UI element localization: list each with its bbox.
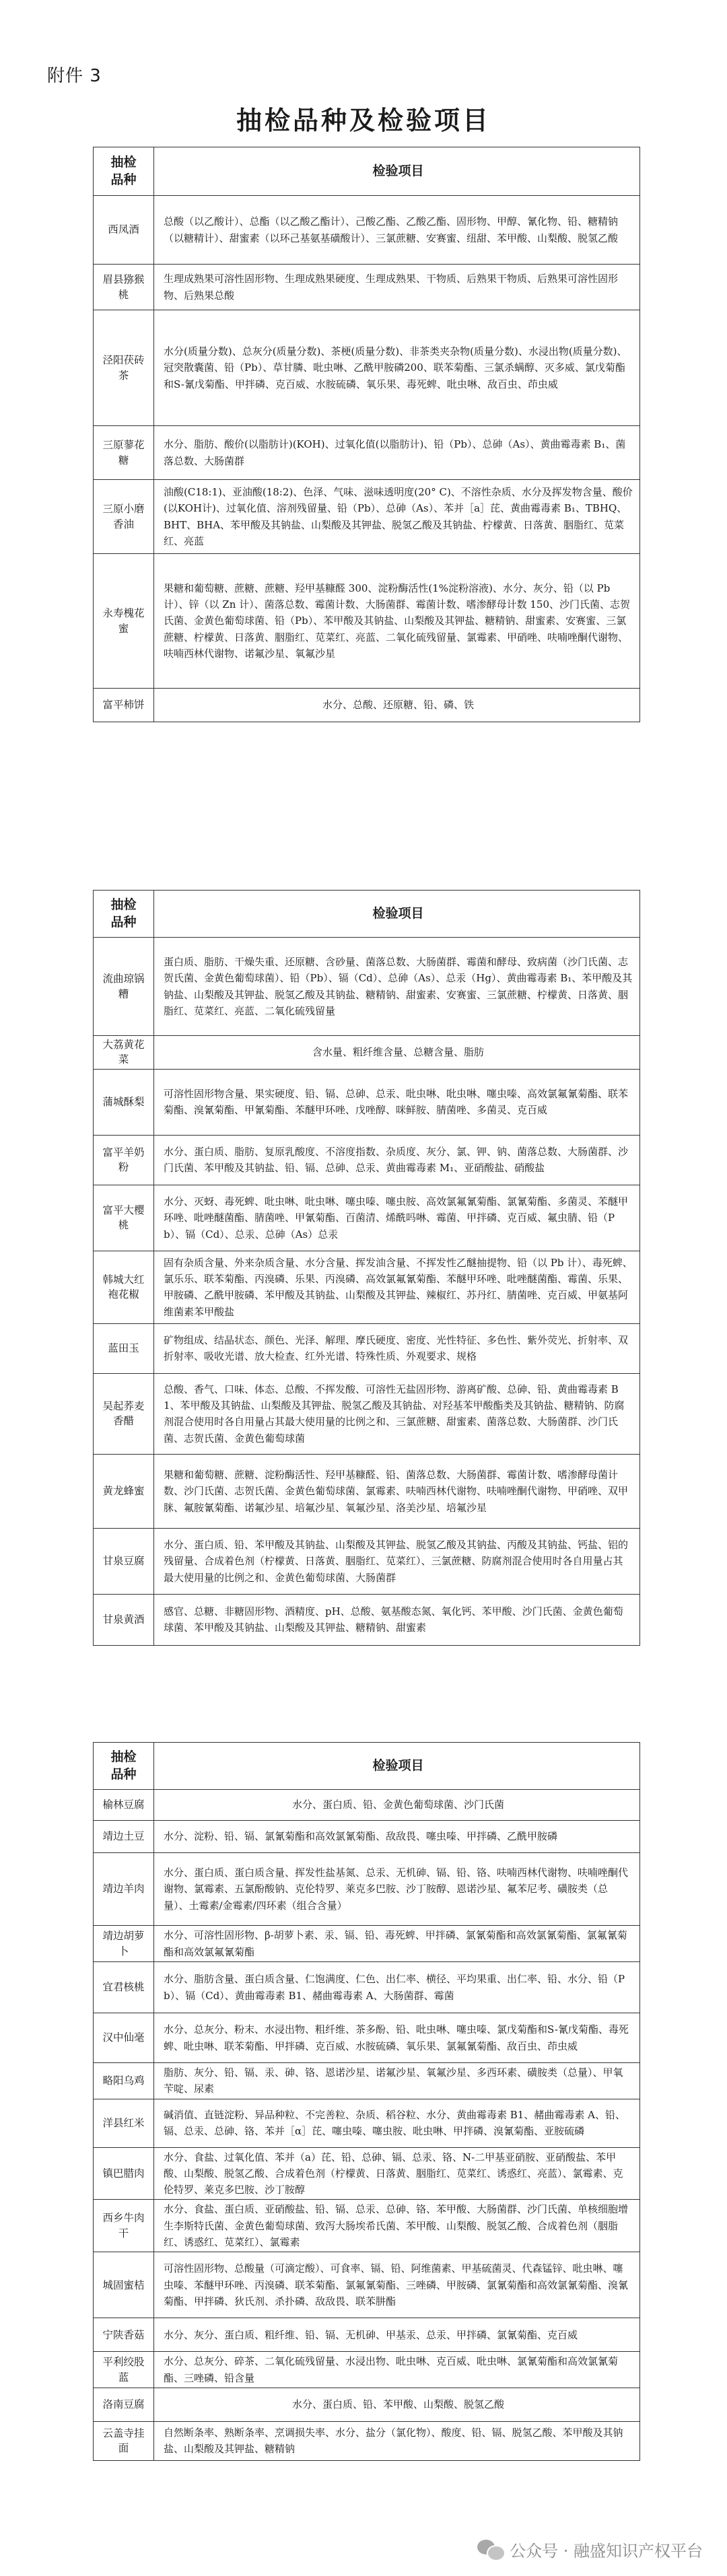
table-row	[94, 1135, 640, 1185]
inspection-items: 果糖和葡萄糖、蔗糖、蔗糖、羟甲基糠醛 300、淀粉酶活性(1%淀粉溶液)、水分、灰分、铅（以 Pb 计）、锌（以 Zn 计）、菌落总数、霉菌计数、大肠菌群、霉菌计数、嗜渗酵母计数 150、沙门氏菌、志贺氏菌、金黄色葡萄球菌、铅（Pb）、苯甲酸及其钠盐、山梨酸及其钾盐、糖精钠、甜蜜素、安赛蜜、三氯蔗糖、柠檬黄、日落黄、胭脂红、苋菜红、亮蓝、二氧化硫残留量、氯霉素、甲硝唑、呋喃唑酮代谢物、呋喃西林代谢物、诺氟沙星、氧氟沙星	[154, 554, 640, 689]
inspection-items: 水分、蛋白质、铅、金黄色葡萄球菌、沙门氏菌	[154, 1790, 640, 1821]
table-row	[94, 2200, 640, 2252]
inspection-items: 水分、淀粉、铅、镉、氯氰菊酯和高效氯氰菊酯、敌敌畏、噻虫嗪、甲拌磷、乙酰甲胺磷	[154, 1821, 640, 1853]
table-row	[94, 196, 640, 265]
variety-name: 富平大樱桃	[94, 1185, 154, 1251]
variety-name: 韩城大红袍花椒	[94, 1251, 154, 1323]
variety-name: 蓝田玉	[94, 1323, 154, 1373]
header-items: 检验项目	[154, 1743, 640, 1790]
table-row	[94, 1185, 640, 1251]
inspection-items: 生理成熟果可溶性固形物、生理成熟果硬度、生理成熟果、干物质、后熟果干物质、后熟果可溶性固形物、后熟果总酸	[154, 265, 640, 310]
table-row	[94, 1036, 640, 1070]
variety-name: 三原蓼花糖	[94, 426, 154, 480]
inspection-items: 水分、总灰分、碎茶、二氧化硫残留量、水浸出物、吡虫啉、克百威、吡虫啉、氯氰菊酯和高效氯氰菊酯、三唑磷、铅含量	[154, 2352, 640, 2388]
variety-name: 云盖寺挂面	[94, 2421, 154, 2460]
variety-name: 黄龙蜂蜜	[94, 1454, 154, 1528]
inspection-items: 蛋白质、脂肪、干燥失重、还原糖、含砂量、菌落总数、大肠菌群、霉菌和酵母、致病菌（沙门氏菌、志贺氏菌、金黄色葡萄球菌）、铅（Pb）、镉（Cd）、总砷（As）、总汞（Hg）、黄曲霉毒素 B₁、苯甲酸及其钠盐、山梨酸及其钾盐、脱氢乙酸及其钠盐、糖精钠、甜蜜素、安赛蜜、三氯蔗糖、柠檬黄、日落黄、胭脂红、苋菜红、亮蓝、二氧化硫残留量	[154, 938, 640, 1036]
inspection-items: 水分(质量分数)、总灰分(质量分数)、茶梗(质量分数)、非茶类夹杂物(质量分数)、水浸出物(质量分数)、冠突散囊菌、铅（Pb）、草甘膦、吡虫啉、乙酰甲胺磷200、联苯菊酯、三氯杀螨醇、灭多威、氯戊菊酯和S-氰戊菊酯、甲拌磷、克百威、水胺硫磷、氧乐果、毒死蜱、吡虫啉、敌百虫、茚虫威	[154, 310, 640, 426]
inspection-items: 水分、灰分、蛋白质、粗纤维、铅、镉、无机砷、甲基汞、总汞、甲拌磷、氯氰菊酯、克百威	[154, 2318, 640, 2352]
variety-name: 洋县红米	[94, 2099, 154, 2147]
variety-name: 甘泉黄酒	[94, 1594, 154, 1645]
table-row	[94, 1373, 640, 1454]
variety-name: 洛南豆腐	[94, 2388, 154, 2421]
variety-name: 靖边羊肉	[94, 1853, 154, 1926]
inspection-items: 水分、食盐、蛋白质、亚硝酸盐、铅、镉、总汞、总砷、铬、苯甲酸、大肠菌群、沙门氏菌、单核细胞增生李斯特氏菌、金黄色葡萄球菌、致泻大肠埃希氏菌、苯甲酸、山梨酸、脱氢乙酸、合成着色剂（胭脂红、诱惑红、苋菜红）、氯霉素	[154, 2200, 640, 2252]
inspection-items: 可溶性固形物含量、果实硬度、铅、镉、总砷、总汞、吡虫啉、吡虫啉、噻虫嗪、高效氯氟氰菊酯、联苯菊酯、溴氰菊酯、甲氰菊酯、苯醚甲环唑、戊唑醇、咪鲜胺、腈菌唑、多菌灵、克百威	[154, 1069, 640, 1135]
inspection-items: 矿物组成、结晶状态、颜色、光泽、解理、摩氏硬度、密度、光性特征、多色性、紫外荧光、折射率、双折射率、吸收光谱、放大检查、红外光谱、特殊性质、外观要求、规格	[154, 1323, 640, 1373]
table-row	[94, 554, 640, 689]
table-header-row	[94, 147, 640, 196]
watermark-text: 公众号 · 融盛知识产权平台	[510, 2542, 703, 2561]
variety-name: 宁陕香菇	[94, 2318, 154, 2352]
inspection-items: 水分、灭蚜、毒死蜱、吡虫啉、吡虫啉、噻虫嗪、噻虫胺、高效氯氟氰菊酯、氯氰菊酯、多菌灵、苯醚甲环唑、吡唑醚菌酯、腈菌唑、甲氰菊酯、百菌清、烯酰吗啉、霉菌、甲拌磷、克百威、氟虫腈、铅（Pb）、镉（Cd）、总汞、总砷（As）总汞	[154, 1185, 640, 1251]
inspection-items: 脂肪、灰分、铅、镉、汞、砷、铬、恩诺沙星、诺氟沙星、氧氟沙星、多西环素、磺胺类（总量）、甲氧苄啶、尿素	[154, 2063, 640, 2099]
table-row	[94, 310, 640, 426]
inspection-table-2	[93, 890, 640, 1646]
variety-name: 永寿槐花蜜	[94, 554, 154, 689]
variety-name: 蒲城酥梨	[94, 1069, 154, 1135]
inspection-items: 水分、总灰分、粉末、水浸出物、粗纤维、茶多酚、铅、吡虫啉、噻虫嗪、氯戊菊酯和S-氰戊菊酯、毒死蜱、吡虫啉、联苯菊酯、甲拌磷、克百威、水胺硫磷、氧乐果、氯氟氰菊酯、敌百虫、茚虫威	[154, 2013, 640, 2063]
table-row	[94, 2388, 640, 2421]
inspection-items: 果糖和葡萄糖、蔗糖、淀粉酶活性、羟甲基糠醛、铅、菌落总数、大肠菌群、霉菌计数、嗜渗酵母菌计数、沙门氏菌、志贺氏菌、金黄色葡萄球菌、氯霉素、呋喃西林代谢物、呋喃唑酮代谢物、甲硝唑、双甲脒、氟胺氰菊酯、诺氟沙星、培氟沙星、氧氟沙星、洛美沙星、培氟沙星	[154, 1454, 640, 1528]
header-items: 检验项目	[154, 891, 640, 938]
table-row	[94, 2013, 640, 2063]
inspection-items: 自然断条率、熟断条率、烹调损失率、水分、盐分（氯化物）、酸度、铅、镉、脱氢乙酸、苯甲酸及其钠盐、山梨酸及其钾盐、糖精钠	[154, 2421, 640, 2460]
inspection-items: 总酸（以乙酸计）、总酯（以乙酸乙酯计）、己酸乙酯、乙酸乙酯、固形物、甲醇、氰化物、铅、糖精钠（以糖精计）、甜蜜素（以环己基氨基磺酸计）、三氯蔗糖、安赛蜜、纽甜、苯甲酸、山梨酸、脱氢乙酸	[154, 196, 640, 265]
table-row	[94, 1528, 640, 1594]
inspection-items: 水分、脂肪、酸价(以脂肪计)(KOH)、过氧化值(以脂肪计)、铅（Pb）、总砷（As）、黄曲霉毒素 B₁、菌落总数、大肠菌群	[154, 426, 640, 480]
inspection-items: 固有杂质含量、外来杂质含量、水分含量、挥发油含量、不挥发性乙醚抽提物、铅（以 Pb 计）、毒死蜱、氯乐乐、联苯菊酯、丙溴磷、乐果、丙溴磷、高效氯氟氰菊酯、苯醚甲环唑、吡唑醚菌酯、霉菌、乐果、甲胺磷、乙酰甲胺磷、苯甲酸及其钠盐、山梨酸及其钾盐、辣椒红、苏丹红、腈菌唑、克百威、甲氨基阿维菌素苯甲酸盐	[154, 1251, 640, 1323]
table-row	[94, 1069, 640, 1135]
table-row	[94, 1454, 640, 1528]
page-title: 抽检品种及检验项目	[236, 105, 491, 135]
table-header-row	[94, 1743, 640, 1790]
table-row	[94, 1790, 640, 1821]
inspection-items: 感官、总糖、非糖固形物、酒精度、pH、总酸、氨基酸态氮、氧化钙、苯甲酸、沙门氏菌、金黄色葡萄球菌、苯甲酸及其钠盐、山梨酸及其钾盐、糖精钠、甜蜜素	[154, 1594, 640, 1645]
table-row	[94, 2063, 640, 2099]
table-row	[94, 1821, 640, 1853]
table-row	[94, 1594, 640, 1645]
table-row	[94, 1251, 640, 1323]
variety-name: 三原小磨香油	[94, 480, 154, 554]
variety-name: 西乡牛肉干	[94, 2200, 154, 2252]
table-row	[94, 480, 640, 554]
inspection-items: 可溶性固形物、总酸量（可滴定酸）、可食率、镉、铅、阿维菌素、甲基硫菌灵、代森锰锌、吡虫啉、噻虫嗪、苯醚甲环唑、丙溴磷、联苯菊酯、氯氟氰菊酯、三唑磷、甲胺磷、氯氰菊酯和高效氯氰菊酯、溴氰菊酯、甲拌磷、狄氏剂、杀扑磷、敌敌畏、联苯肼酯	[154, 2252, 640, 2318]
variety-name: 镇巴腊肉	[94, 2147, 154, 2200]
inspection-items: 总酸、香气、口味、体态、总酸、不挥发酸、可溶性无盐固形物、游离矿酸、总砷、铅、黄曲霉毒素 B1、苯甲酸及其钠盐、山梨酸及其钾盐、脱氢乙酸及其钠盐、对羟基苯甲酸酯类及其钠盐、糖精钠、防腐剂混合使用时各自用量占其最大使用量的比例之和、三氯蔗糖、甜蜜素、菌落总数、大肠菌群、沙门氏菌、志贺氏菌、金黄色葡萄球菌	[154, 1373, 640, 1454]
table-row	[94, 265, 640, 310]
inspection-items: 水分、蛋白质、铅、苯甲酸及其钠盐、山梨酸及其钾盐、脱氢乙酸及其钠盐、丙酸及其钠盐、钙盐、铝的残留量、合成着色剂（柠檬黄、日落黄、胭脂红、苋菜红）、三氯蔗糖、防腐剂混合使用时各自用量占其最大使用量的比例之和、金黄色葡萄球菌、大肠菌群	[154, 1528, 640, 1594]
table-row	[94, 2318, 640, 2352]
table-row	[94, 2099, 640, 2147]
table-row	[94, 2352, 640, 2388]
inspection-items: 水分、蛋白质、蛋白质含量、挥发性盐基氮、总汞、无机砷、镉、铅、铬、呋喃西林代谢物、呋喃唑酮代谢物、氯霉素、五氯酚酸钠、克伦特罗、莱克多巴胺、沙丁胺醇、恩诺沙星、氟苯尼考、磺胺类（总量）、土霉素/金霉素/四环素（组合含量）	[154, 1853, 640, 1926]
inspection-items: 水分、可溶性固形物、β-胡萝卜素、汞、镉、铅、毒死蜱、甲拌磷、氯氰菊酯和高效氯氰菊酯、氯氟氰菊酯和高效氯氟氰菊酯	[154, 1926, 640, 1962]
table-row	[94, 2421, 640, 2460]
variety-name: 靖边土豆	[94, 1821, 154, 1853]
header-variety: 抽检 品种	[94, 1743, 154, 1790]
variety-name: 略阳乌鸡	[94, 2063, 154, 2099]
inspection-items: 碱消值、直链淀粉、异品种粒、不完善粒、杂质、稻谷粒、水分、黄曲霉毒素 B1、赭曲霉毒素 A、铅、镉、总汞、总砷、铬、苯并［α］芘、噻虫嗪、噻虫胺、吡虫啉、甲拌磷、溴氰菊酯、亚胺硫磷	[154, 2099, 640, 2147]
table-row	[94, 2147, 640, 2200]
variety-name: 泾阳茯砖茶	[94, 310, 154, 426]
table-row	[94, 689, 640, 722]
variety-name: 靖边胡萝卜	[94, 1926, 154, 1962]
variety-name: 榆林豆腐	[94, 1790, 154, 1821]
table-row	[94, 426, 640, 480]
variety-name: 平利绞股蓝	[94, 2352, 154, 2388]
variety-name: 富平柿饼	[94, 689, 154, 722]
inspection-items: 油酸(C18:1)、亚油酸(18:2)、色泽、气味、滋味透明度(20° C)、不溶性杂质、水分及挥发物含量、酸价(以KOH计)、过氧化值、溶剂残留量、铅（Pb）、总砷（As）、苯并［a］芘、黄曲霉毒素 B₁、TBHQ、BHT、BHA、苯甲酸及其钠盐、山梨酸及其钾盐、脱氢乙酸及其钠盐、柠檬黄、日落黄、胭脂红、苋菜红、亮蓝	[154, 480, 640, 554]
header-variety: 抽检 品种	[94, 147, 154, 196]
inspection-items: 水分、蛋白质、脂肪、复原乳酸度、不溶度指数、杂质度、灰分、氯、钾、钠、菌落总数、大肠菌群、沙门氏菌、苯甲酸及其钠盐、铅、镉、总砷、总汞、黄曲霉毒素 M₁、亚硝酸盐、硝酸盐	[154, 1135, 640, 1185]
variety-name: 吴起荞麦香醋	[94, 1373, 154, 1454]
table-row	[94, 1853, 640, 1926]
variety-name: 眉县猕猴桃	[94, 265, 154, 310]
variety-name: 甘泉豆腐	[94, 1528, 154, 1594]
watermark	[477, 2538, 703, 2561]
table-row	[94, 1962, 640, 2013]
variety-name: 宜君核桃	[94, 1962, 154, 2013]
table-row	[94, 938, 640, 1036]
table-header-row	[94, 891, 640, 938]
variety-name: 西凤酒	[94, 196, 154, 265]
table-row	[94, 1323, 640, 1373]
inspection-items: 水分、蛋白质、铅、苯甲酸、山梨酸、脱氢乙酸	[154, 2388, 640, 2421]
inspection-table-1	[93, 147, 640, 722]
inspection-items: 水分、食盐、过氧化值、苯并（a）芘、铅、总砷、镉、总汞、铬、N-二甲基亚硝胺、亚硝酸盐、苯甲酸、山梨酸、脱氢乙酸、合成着色剂（柠檬黄、日落黄、胭脂红、苋菜红、诱惑红、亮蓝）、氯霉素、克伦特罗、莱克多巴胺、沙丁胺醇	[154, 2147, 640, 2200]
variety-name: 富平羊奶粉	[94, 1135, 154, 1185]
table-row	[94, 1926, 640, 1962]
inspection-items: 水分、脂肪含量、蛋白质含量、仁饱满度、仁色、出仁率、横径、平均果重、出仁率、铅、水分、铅（Pb）、镉（Cd）、黄曲霉毒素 B1、赭曲霉毒素 A、大肠菌群、霉菌	[154, 1962, 640, 2013]
header-variety: 抽检 品种	[94, 891, 154, 938]
table-row	[94, 2252, 640, 2318]
variety-name: 大荔黄花菜	[94, 1036, 154, 1070]
inspection-items: 含水量、粗纤维含量、总糖含量、脂肪	[154, 1036, 640, 1070]
attachment-label: 附件 3	[47, 66, 102, 86]
inspection-table-3	[93, 1742, 640, 2461]
variety-name: 流曲琼锅糟	[94, 938, 154, 1036]
inspection-items: 水分、总酸、还原糖、铅、磷、铁	[154, 689, 640, 722]
variety-name: 城固蜜桔	[94, 2252, 154, 2318]
variety-name: 汉中仙毫	[94, 2013, 154, 2063]
wechat-icon	[477, 2540, 503, 2560]
header-items: 检验项目	[154, 147, 640, 196]
